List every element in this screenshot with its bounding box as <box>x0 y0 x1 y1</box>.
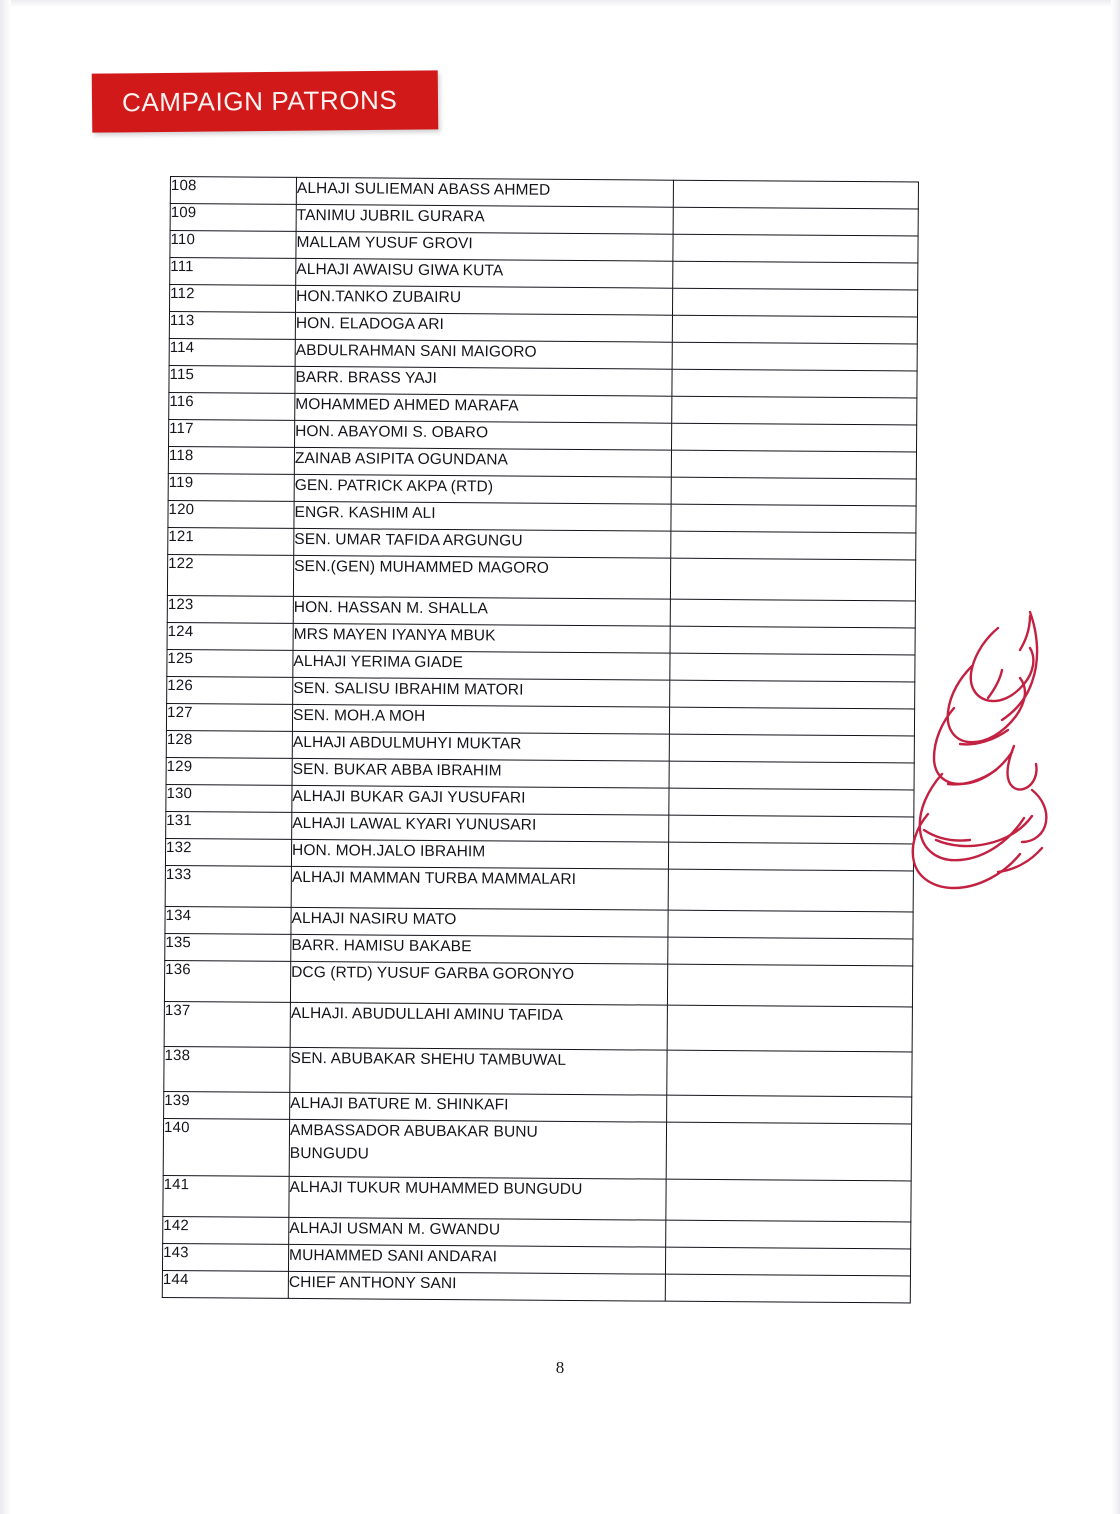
row-number-cell: 118 <box>168 446 294 474</box>
patron-name-cell: HON. MOH.JALO IBRAHIM <box>291 839 668 869</box>
patron-name-cell: SEN. MOH.A MOH <box>292 704 669 734</box>
patron-name-cell: ALHAJI BATURE M. SHINKAFI <box>290 1092 667 1122</box>
empty-remarks-cell <box>669 788 914 817</box>
patron-name-cell: SEN. SALISU IBRAHIM MATORI <box>293 677 670 707</box>
row-number-cell: 116 <box>169 392 295 420</box>
row-number-cell: 110 <box>170 231 296 259</box>
patrons-table-body <box>162 177 918 1303</box>
empty-remarks-cell <box>672 423 917 452</box>
row-number-cell: 140 <box>163 1118 289 1176</box>
patron-name-cell: SEN.(GEN) MUHAMMED MAGORO <box>293 555 670 599</box>
handwritten-signature <box>902 604 1072 904</box>
row-number-cell: 121 <box>168 527 294 555</box>
empty-remarks-cell <box>672 288 917 317</box>
row-number-cell: 130 <box>166 784 292 812</box>
patron-name-cell: ALHAJI TUKUR MUHAMMED BUNGUDU <box>289 1176 666 1220</box>
row-number-cell: 114 <box>169 338 295 366</box>
page-edge-shadow-left <box>0 0 11 1514</box>
row-number-cell: 134 <box>165 906 291 934</box>
patron-name-cell: ALHAJI AWAISU GIWA KUTA <box>296 258 673 288</box>
empty-remarks-cell <box>669 734 914 763</box>
empty-remarks-cell <box>669 761 914 790</box>
row-number-cell: 141 <box>163 1175 289 1217</box>
table-row <box>162 1270 910 1302</box>
patron-name-cell: ALHAJI NASIRU MATO <box>291 907 668 937</box>
patron-name-cell: SEN. UMAR TAFIDA ARGUNGU <box>294 528 671 558</box>
row-number-cell: 108 <box>170 177 296 205</box>
empty-remarks-cell <box>669 707 914 736</box>
patron-name-cell: ABDULRAHMAN SANI MAIGORO <box>295 339 672 369</box>
empty-remarks-cell <box>672 315 917 344</box>
page-number: 8 <box>555 1358 565 1377</box>
table-row <box>164 960 912 1006</box>
empty-remarks-cell <box>671 504 916 533</box>
patron-name-cell: MUHAMMED SANI ANDARAI <box>288 1244 665 1274</box>
empty-remarks-cell <box>667 1050 912 1097</box>
table-row <box>163 1175 911 1221</box>
patron-name-cell: BARR. HAMISU BAKABE <box>291 934 668 964</box>
row-number-cell: 111 <box>170 258 296 286</box>
empty-remarks-cell <box>672 342 917 371</box>
empty-remarks-cell <box>666 1122 911 1181</box>
patron-name-cell: ALHAJI SULIEMAN ABASS AHMED <box>296 177 673 207</box>
row-number-cell: 128 <box>166 730 292 758</box>
empty-remarks-cell <box>671 531 916 560</box>
patron-name-cell: AMBASSADOR ABUBAKAR BUNU BUNGUDU <box>289 1119 666 1179</box>
page-edge-shadow-top <box>0 0 1120 7</box>
patron-name-cell: HON. ELADOGA ARI <box>295 312 672 342</box>
empty-remarks-cell <box>667 1095 912 1124</box>
row-number-cell: 133 <box>165 865 291 907</box>
empty-remarks-cell <box>670 680 915 709</box>
empty-remarks-cell <box>670 599 915 628</box>
table-row <box>163 1118 911 1180</box>
patron-name-cell: ALHAJI YERIMA GIADE <box>293 650 670 680</box>
row-number-cell: 137 <box>164 1001 290 1047</box>
row-number-cell: 124 <box>167 622 293 650</box>
patron-name-cell: MALLAM YUSUF GROVI <box>296 231 673 261</box>
row-number-cell: 112 <box>170 285 296 313</box>
empty-remarks-cell <box>668 910 913 939</box>
patron-name-cell: MRS MAYEN IYANYA MBUK <box>293 623 670 653</box>
row-number-cell: 127 <box>166 703 292 731</box>
row-number-cell: 122 <box>167 554 293 596</box>
row-number-cell: 125 <box>167 649 293 677</box>
row-number-cell: 139 <box>164 1091 290 1119</box>
section-heading-banner <box>92 70 439 132</box>
row-number-cell: 123 <box>167 595 293 623</box>
page-edge-shadow-right <box>1111 0 1120 1514</box>
patron-name-cell: CHIEF ANTHONY SANI <box>288 1271 665 1301</box>
empty-remarks-cell <box>673 207 918 236</box>
empty-remarks-cell <box>670 626 915 655</box>
table-row <box>164 1001 912 1051</box>
patrons-table <box>162 176 919 1303</box>
empty-remarks-cell <box>670 558 915 601</box>
row-number-cell: 117 <box>169 419 295 447</box>
patron-name-cell: SEN. ABUBAKAR SHEHU TAMBUWAL <box>290 1047 667 1095</box>
empty-remarks-cell <box>668 869 913 912</box>
empty-remarks-cell <box>670 653 915 682</box>
patron-name-cell: ALHAJI MAMMAN TURBA MAMMALARI <box>291 866 668 910</box>
empty-remarks-cell <box>673 261 918 290</box>
patron-name-cell: TANIMU JUBRIL GURARA <box>296 204 673 234</box>
row-number-cell: 113 <box>169 312 295 340</box>
empty-remarks-cell <box>668 937 913 966</box>
empty-remarks-cell <box>665 1274 910 1303</box>
patron-name-cell: BARR. BRASS YAJI <box>295 366 672 396</box>
row-number-cell: 142 <box>163 1216 289 1244</box>
empty-remarks-cell <box>667 964 912 1007</box>
patron-name-cell: ALHAJI ABDULMUHYI MUKTAR <box>292 731 669 761</box>
patron-name-cell: ENGR. KASHIM ALI <box>294 501 671 531</box>
empty-remarks-cell <box>667 1005 912 1052</box>
patrons-table-container <box>162 176 918 1303</box>
table-row <box>165 865 913 911</box>
row-number-cell: 115 <box>169 365 295 393</box>
row-number-cell: 144 <box>162 1270 288 1298</box>
row-number-cell: 135 <box>165 933 291 961</box>
patron-name-cell: ALHAJI BUKAR GAJI YUSUFARI <box>292 785 669 815</box>
empty-remarks-cell <box>673 234 918 263</box>
row-number-cell: 143 <box>162 1243 288 1271</box>
empty-remarks-cell <box>673 180 918 209</box>
empty-remarks-cell <box>672 396 917 425</box>
row-number-cell: 138 <box>164 1046 290 1092</box>
row-number-cell: 129 <box>166 757 292 785</box>
patron-name-cell: HON. ABAYOMI S. OBARO <box>295 420 672 450</box>
patron-name-cell: MOHAMMED AHMED MARAFA <box>295 393 672 423</box>
row-number-cell: 109 <box>170 204 296 232</box>
empty-remarks-cell <box>668 842 913 871</box>
empty-remarks-cell <box>671 450 916 479</box>
row-number-cell: 132 <box>165 838 291 866</box>
empty-remarks-cell <box>671 477 916 506</box>
table-row <box>167 554 915 600</box>
patron-name-cell: ALHAJI LAWAL KYARI YUNUSARI <box>292 812 669 842</box>
patron-name-cell: HON. HASSAN M. SHALLA <box>293 596 670 626</box>
empty-remarks-cell <box>665 1247 910 1276</box>
empty-remarks-cell <box>666 1220 911 1249</box>
row-number-cell: 119 <box>168 473 294 501</box>
row-number-cell: 131 <box>166 811 292 839</box>
empty-remarks-cell <box>672 369 917 398</box>
section-heading-label: CAMPAIGN PATRONS <box>121 84 398 118</box>
patron-name-cell: ZAINAB ASIPITA OGUNDANA <box>294 447 671 477</box>
patron-name-cell: ALHAJI USMAN M. GWANDU <box>289 1217 666 1247</box>
patron-name-cell: GEN. PATRICK AKPA (RTD) <box>294 474 671 504</box>
patron-name-cell: DCG (RTD) YUSUF GARBA GORONYO <box>290 961 667 1005</box>
empty-remarks-cell <box>666 1179 911 1222</box>
row-number-cell: 136 <box>164 960 290 1002</box>
patron-name-cell: ALHAJI. ABUDULLAHI AMINU TAFIDA <box>290 1002 667 1050</box>
patron-name-cell: HON.TANKO ZUBAIRU <box>296 285 673 315</box>
table-row <box>164 1046 912 1096</box>
empty-remarks-cell <box>669 815 914 844</box>
row-number-cell: 126 <box>167 676 293 704</box>
row-number-cell: 120 <box>168 500 294 528</box>
patron-name-cell: SEN. BUKAR ABBA IBRAHIM <box>292 758 669 788</box>
